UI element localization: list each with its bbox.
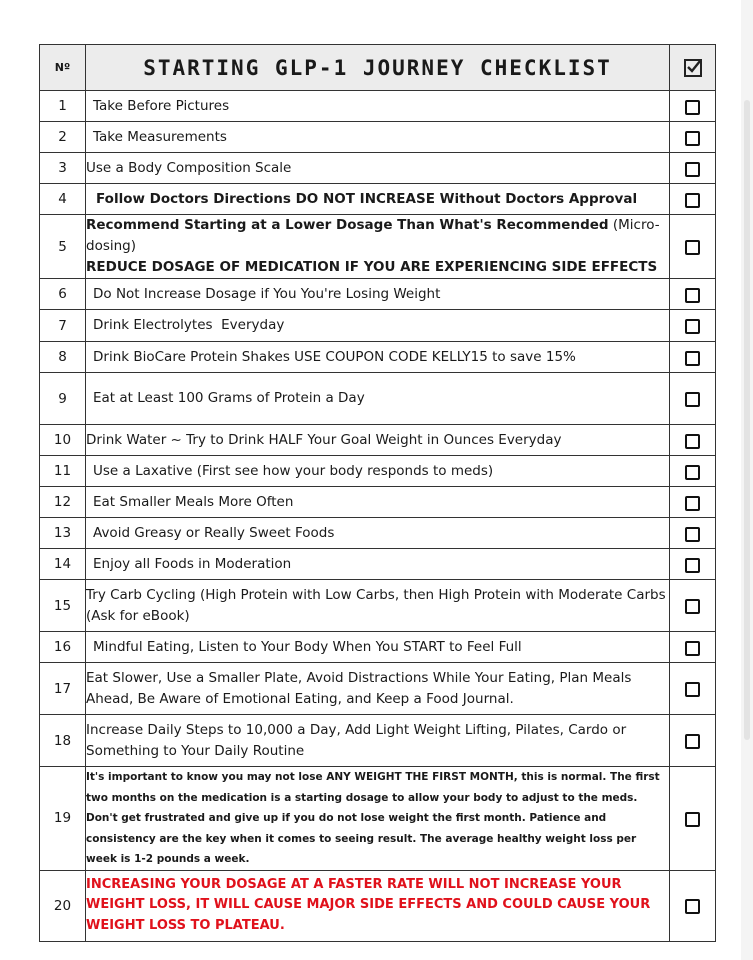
- item-checkbox[interactable]: [670, 549, 716, 580]
- checkbox-icon: [685, 392, 700, 407]
- item-number: 17: [40, 663, 86, 715]
- item-text: [86, 215, 670, 279]
- item-checkbox[interactable]: [670, 715, 716, 767]
- check-column-header: [670, 45, 716, 91]
- table-row: [40, 279, 716, 310]
- item-checkbox[interactable]: [670, 580, 716, 632]
- table-row: [40, 122, 716, 153]
- item-checkbox[interactable]: [670, 279, 716, 310]
- checked-box-icon: [684, 59, 702, 77]
- checkbox-icon: [685, 682, 700, 697]
- table-row: [40, 518, 716, 549]
- item-text: It's important to know you may not lose ANY WEIGHT THE FIRST MONTH, this is normal. The first two months on the medication is a starting dosage to allow your body to adjust to the meds. Don't get frustrated and give up if you do not lose weight the first month. Patience and consistency are the key when it comes to seeing result. The average healthy weight loss per week is 1-2 pounds a week.: [86, 767, 670, 871]
- table-row: [40, 715, 716, 767]
- checkbox-icon: [685, 240, 700, 255]
- checkbox-icon: [685, 599, 700, 614]
- checkbox-icon: [685, 465, 700, 480]
- checkbox-icon: [685, 100, 700, 115]
- checkbox-icon: [685, 193, 700, 208]
- header-row: [40, 45, 716, 91]
- item-text: Take Measurements: [86, 122, 670, 153]
- item-text-bold: Recommend Starting at a Lower Dosage Than What's Recommended: [86, 217, 609, 233]
- item-number: 2: [40, 122, 86, 153]
- table-row: [40, 215, 716, 279]
- table-row: [40, 767, 716, 871]
- item-checkbox[interactable]: [670, 184, 716, 215]
- checkbox-icon: [685, 496, 700, 511]
- item-text: Avoid Greasy or Really Sweet Foods: [86, 518, 670, 549]
- item-checkbox[interactable]: [670, 91, 716, 122]
- item-text: Use a Laxative (First see how your body responds to meds): [86, 456, 670, 487]
- item-number: 12: [40, 487, 86, 518]
- item-checkbox[interactable]: [670, 122, 716, 153]
- item-number: 11: [40, 456, 86, 487]
- item-number: 18: [40, 715, 86, 767]
- item-text: Eat Slower, Use a Smaller Plate, Avoid Distractions While Your Eating, Plan Meals Ahead, Be Aware of Emotional Eating, and Keep a Food Journal.: [86, 663, 670, 715]
- table-row: [40, 456, 716, 487]
- item-number: 14: [40, 549, 86, 580]
- checkbox-icon: [685, 131, 700, 146]
- item-text: Mindful Eating, Listen to Your Body When You START to Feel Full: [86, 632, 670, 663]
- table-row: [40, 487, 716, 518]
- item-text: Do Not Increase Dosage if You You're Losing Weight: [86, 279, 670, 310]
- item-checkbox[interactable]: [670, 767, 716, 871]
- item-text-warning: REDUCE DOSAGE OF MEDICATION IF YOU ARE EXPERIENCING SIDE EFFECTS: [86, 259, 658, 275]
- item-text: Follow Doctors Directions DO NOT INCREASE Without Doctors Approval: [86, 184, 670, 215]
- item-number: 7: [40, 310, 86, 342]
- item-warning-text: INCREASING YOUR DOSAGE AT A FASTER RATE WILL NOT INCREASE YOUR WEIGHT LOSS, IT WILL CAUSE MAJOR SIDE EFFECTS AND COULD CAUSE YOUR WEIGHT LOSS TO PLATEAU.: [86, 870, 670, 941]
- item-text: Drink Water ~ Try to Drink HALF Your Goal Weight in Ounces Everyday: [86, 425, 670, 456]
- item-text: Eat Smaller Meals More Often: [86, 487, 670, 518]
- item-text: Try Carb Cycling (High Protein with Low Carbs, then High Protein with Moderate Carbs (Ask for eBook): [86, 580, 670, 632]
- checkbox-icon: [685, 899, 700, 914]
- table-row: [40, 373, 716, 425]
- item-checkbox[interactable]: [670, 487, 716, 518]
- item-checkbox[interactable]: [670, 870, 716, 941]
- item-checkbox[interactable]: [670, 518, 716, 549]
- item-text: Use a Body Composition Scale: [86, 153, 670, 184]
- item-number: 1: [40, 91, 86, 122]
- checkbox-icon: [685, 558, 700, 573]
- checklist-table: [39, 44, 716, 942]
- table-row: [40, 870, 716, 941]
- checkbox-icon: [685, 288, 700, 303]
- item-checkbox[interactable]: [670, 632, 716, 663]
- table-row: [40, 342, 716, 373]
- item-checkbox[interactable]: [670, 663, 716, 715]
- item-checkbox[interactable]: [670, 215, 716, 279]
- scrollbar-thumb[interactable]: [744, 100, 750, 740]
- item-text: Enjoy all Foods in Moderation: [86, 549, 670, 580]
- table-row: [40, 310, 716, 342]
- checkbox-icon: [685, 641, 700, 656]
- item-number: 5: [40, 215, 86, 279]
- item-number: 8: [40, 342, 86, 373]
- number-column-header: Nº: [40, 45, 86, 91]
- scrollbar[interactable]: [741, 0, 753, 960]
- item-number: 9: [40, 373, 86, 425]
- item-checkbox[interactable]: [670, 425, 716, 456]
- table-row: [40, 425, 716, 456]
- item-checkbox[interactable]: [670, 342, 716, 373]
- item-number: 4: [40, 184, 86, 215]
- checkbox-icon: [685, 351, 700, 366]
- table-row: [40, 663, 716, 715]
- item-text: Increase Daily Steps to 10,000 a Day, Add Light Weight Lifting, Pilates, Cardo or Something to Your Daily Routine: [86, 715, 670, 767]
- item-number: 20: [40, 870, 86, 941]
- checkbox-icon: [685, 812, 700, 827]
- checklist-title: STARTING GLP-1 JOURNEY CHECKLIST: [86, 45, 670, 91]
- item-checkbox[interactable]: [670, 456, 716, 487]
- checkbox-icon: [685, 527, 700, 542]
- checkbox-icon: [685, 734, 700, 749]
- checkbox-icon: [685, 162, 700, 177]
- item-number: 16: [40, 632, 86, 663]
- table-row: [40, 184, 716, 215]
- item-text: Drink Electrolytes Everyday: [86, 310, 670, 342]
- item-checkbox[interactable]: [670, 310, 716, 342]
- item-number: 3: [40, 153, 86, 184]
- item-text-note: (Micro-dosing): [86, 217, 660, 254]
- item-text: Eat at Least 100 Grams of Protein a Day: [86, 373, 670, 425]
- item-text: Take Before Pictures: [86, 91, 670, 122]
- item-number: 15: [40, 580, 86, 632]
- table-row: [40, 549, 716, 580]
- table-row: [40, 153, 716, 184]
- item-number: 10: [40, 425, 86, 456]
- item-number: 19: [40, 767, 86, 871]
- checkbox-icon: [685, 434, 700, 449]
- item-text: Drink BioCare Protein Shakes USE COUPON CODE KELLY15 to save 15%: [86, 342, 670, 373]
- table-row: [40, 580, 716, 632]
- item-number: 13: [40, 518, 86, 549]
- item-checkbox[interactable]: [670, 373, 716, 425]
- table-row: [40, 632, 716, 663]
- checkbox-icon: [685, 319, 700, 334]
- table-row: [40, 91, 716, 122]
- item-checkbox[interactable]: [670, 153, 716, 184]
- item-number: 6: [40, 279, 86, 310]
